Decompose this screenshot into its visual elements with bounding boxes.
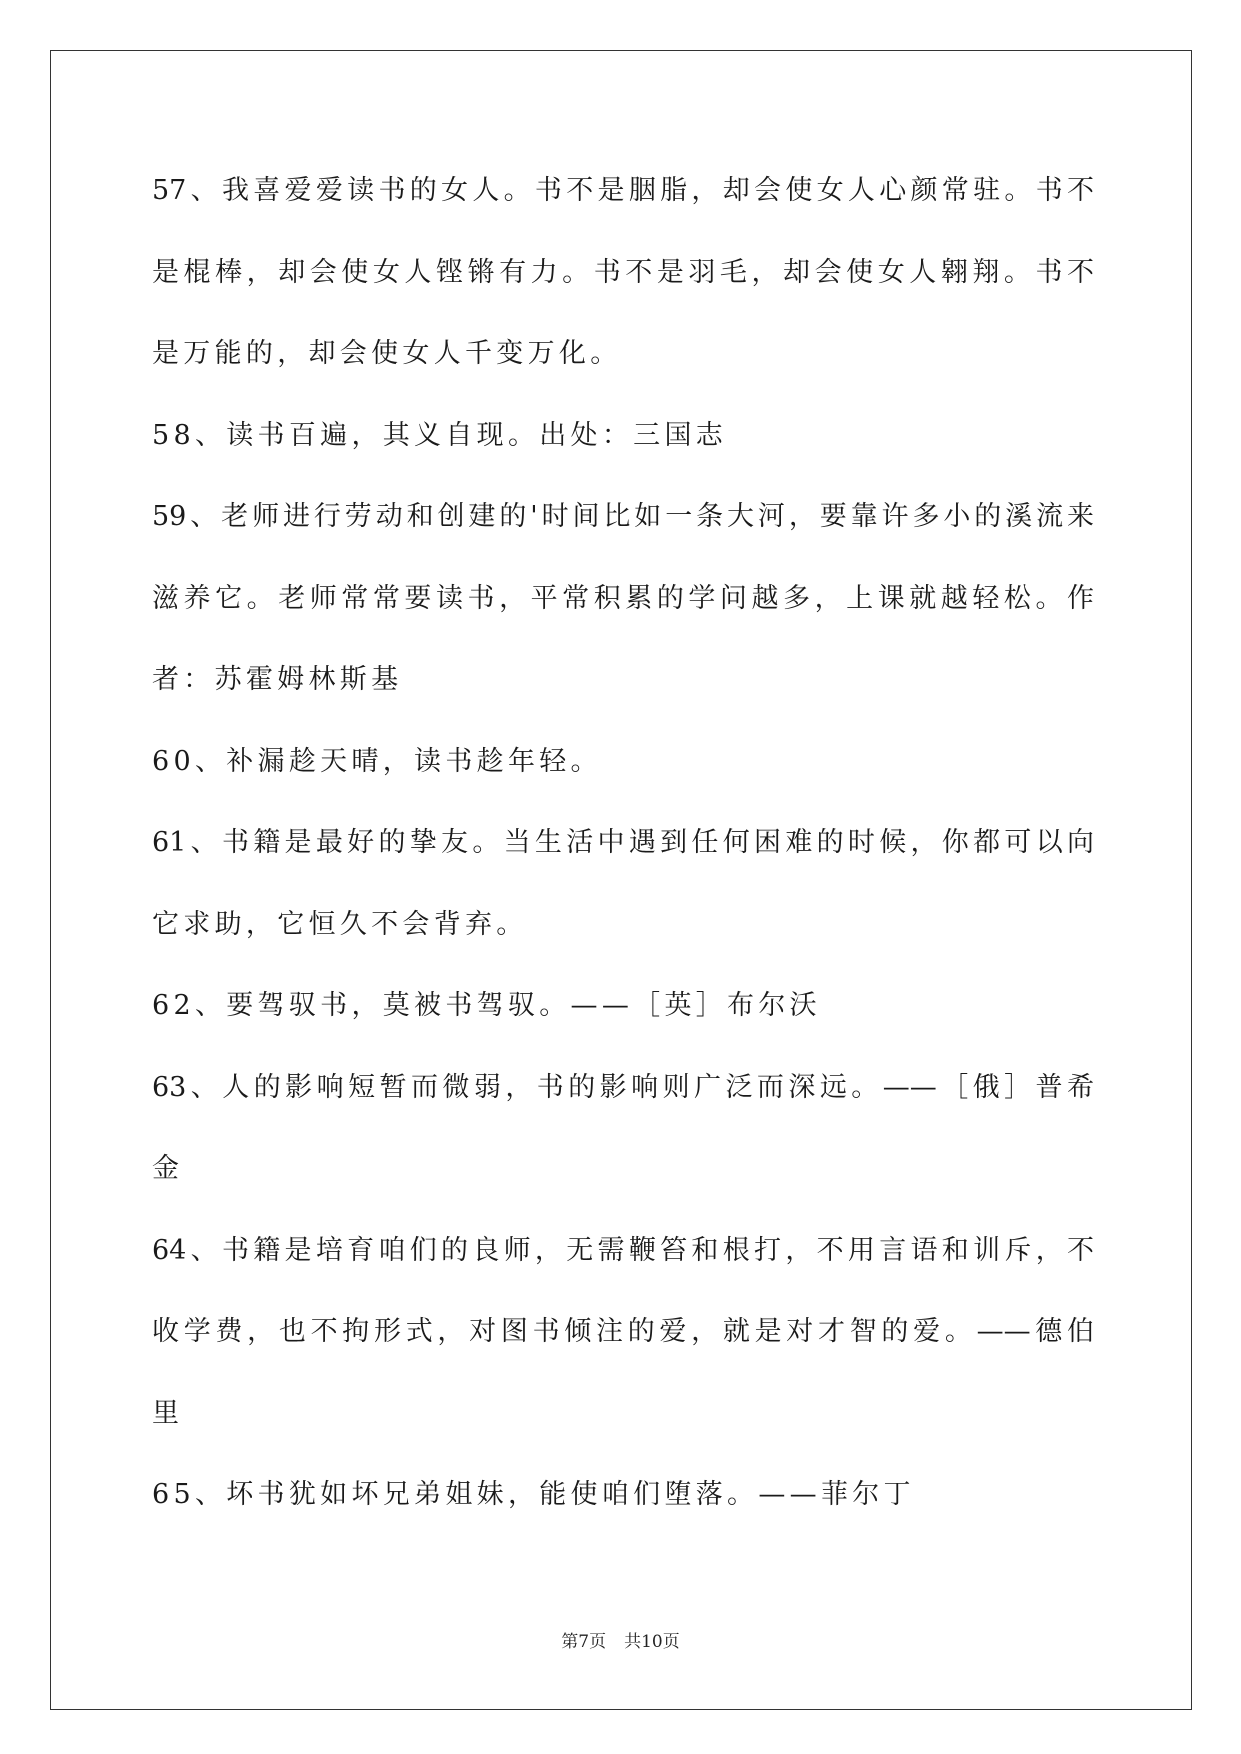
entry-57-line-1: 57、我喜爱爱读书的女人。书不是胭脂，却会使女人心颜常驻。书不 [152, 175, 1094, 206]
entry-59-line-3: 者：苏霍姆林斯基 [152, 664, 403, 695]
current-page-label: 第7页 [561, 1632, 607, 1652]
entry-64-line-1: 64、书籍是培育咱们的良师，无需鞭笞和根打，不用言语和训斥，不 [152, 1234, 1094, 1266]
entry-62-line-1: 62、要驾驭书，莫被书驾驭。——［英］布尔沃 [152, 990, 821, 1021]
page-footer [0, 1630, 1241, 1654]
entry-64-line-3: 里 [152, 1397, 184, 1429]
total-pages-label: 共10页 [624, 1632, 680, 1652]
entry-61-line-2: 它求助，它恒久不会背弃。 [152, 908, 528, 940]
entry-57-line-3: 是万能的，却会使女人千变万化。 [152, 338, 622, 369]
entry-64-line-2: 收学费，也不拘形式，对图书倾注的爱，就是对才智的爱。——德伯 [152, 1316, 1094, 1347]
entry-58-line-1: 58、读书百遍，其义自现。出处：三国志 [152, 419, 728, 451]
entry-60-line-1: 60、补漏趁天晴，读书趁年轻。 [152, 745, 602, 777]
entry-59-line-1: 59、老师进行劳动和创建的'时间比如一条大河，要靠许多小的溪流来 [152, 501, 1094, 532]
entry-63-line-2: 金 [152, 1153, 184, 1184]
entry-57-line-2: 是棍棒，却会使女人铿锵有力。书不是羽毛，却会使女人翱翔。书不 [152, 256, 1094, 288]
entry-65-line-1: 65、坏书犹如坏兄弟姐妹，能使咱们堕落。——菲尔丁 [152, 1479, 915, 1510]
document-body [152, 150, 1094, 1536]
entry-61-line-1: 61、书籍是最好的挚友。当生活中遇到任何困难的时候，你都可以向 [152, 827, 1094, 858]
entry-59-line-2: 滋养它。老师常常要读书，平常积累的学问越多，上课就越轻松。作 [152, 582, 1094, 614]
entry-63-line-1: 63、人的影响短暂而微弱，书的影响则广泛而深远。——［俄］普希 [152, 1071, 1094, 1103]
